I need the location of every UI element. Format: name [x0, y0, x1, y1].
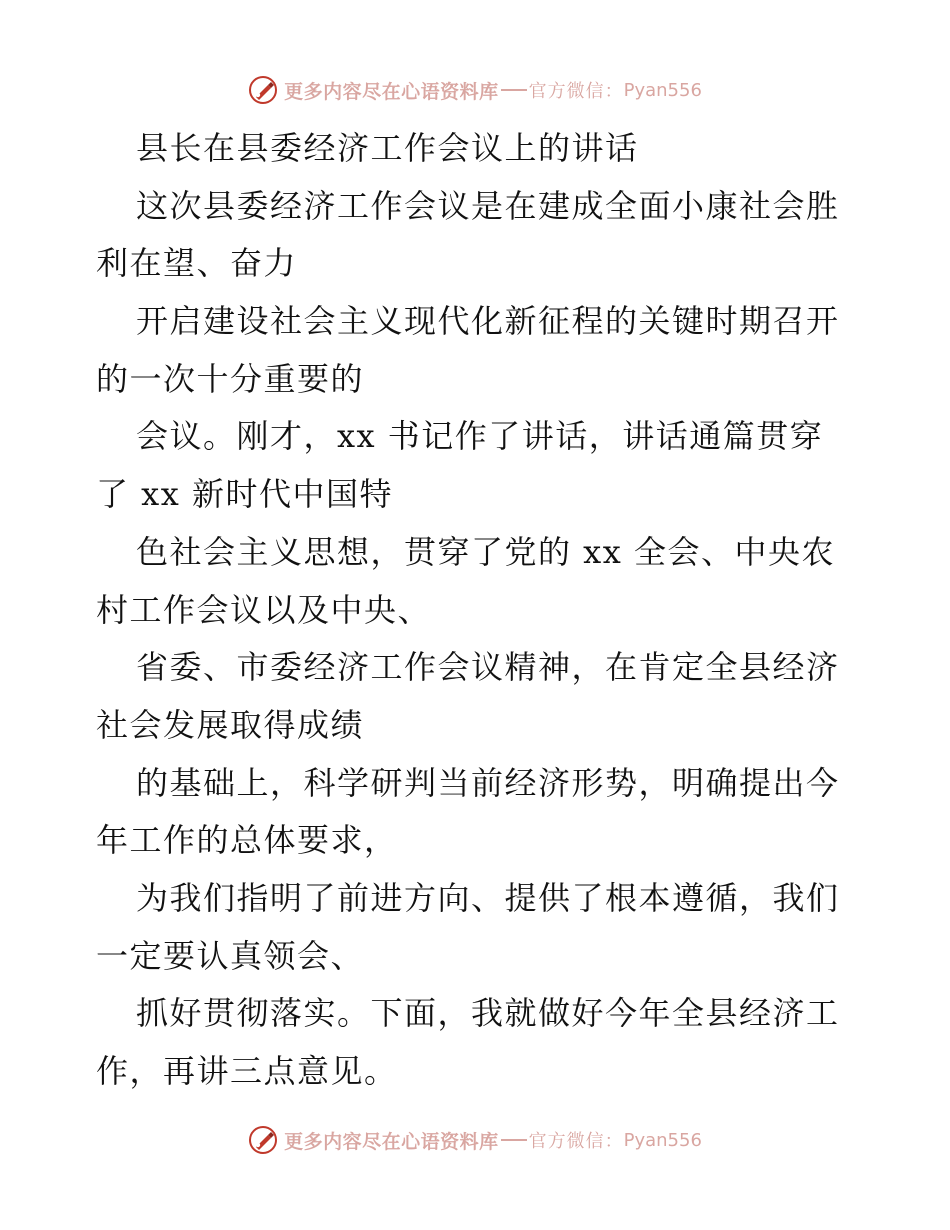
watermark-site-text: 更多内容尽在心语资料库	[284, 80, 499, 103]
watermark-dash	[501, 1139, 527, 1141]
document-line: 开启建设社会主义现代化新征程的关键时期召开	[136, 302, 840, 341]
watermark-wechat-label: 官方微信：	[528, 81, 624, 102]
document-line: 色社会主义思想，贯穿了党的 xx 全会、中央农	[136, 532, 835, 571]
document-line: 这次县委经济工作会议是在建成全面小康社会胜	[136, 186, 840, 225]
document-line: 一定要认真领会、	[96, 936, 365, 975]
document-title: 县长在县委经济工作会议上的讲话	[136, 129, 639, 167]
document-line: 抓好贯彻落实。下面，我就做好今年全县经济工	[136, 994, 840, 1033]
footer-watermark	[0, 1120, 950, 1160]
watermark-dash	[501, 89, 527, 91]
document-line: 社会发展取得成绩	[96, 705, 365, 744]
header-watermark	[0, 70, 950, 110]
document-line: 为我们指明了前进方向、提供了根本遵循，我们	[136, 878, 840, 917]
document-line: 利在望、奋力	[96, 244, 298, 283]
watermark-wechat-id: Pyan556	[623, 79, 702, 101]
watermark-wechat-label: 官方微信：	[528, 1131, 624, 1152]
document-line: 作，再讲三点意见。	[96, 1052, 398, 1090]
document-line: 了 xx 新时代中国特	[96, 475, 393, 514]
watermark-wechat-id: Pyan556	[623, 1129, 702, 1151]
document-line: 村工作会议以及中央、	[96, 590, 432, 629]
watermark-site-text: 更多内容尽在心语资料库	[284, 1130, 499, 1153]
document-line: 的基础上，科学研判当前经济形势，明确提出今	[136, 763, 840, 802]
document-body	[96, 120, 856, 1101]
pen-logo-icon	[248, 1125, 278, 1155]
pen-logo-icon	[248, 75, 278, 105]
document-line: 省委、市委经济工作会议精神，在肯定全县经济	[136, 648, 840, 687]
document-line: 年工作的总体要求，	[96, 821, 398, 860]
document-line: 会议。刚才，xx 书记作了讲话，讲话通篇贯穿	[136, 417, 824, 456]
document-line: 的一次十分重要的	[96, 359, 365, 398]
